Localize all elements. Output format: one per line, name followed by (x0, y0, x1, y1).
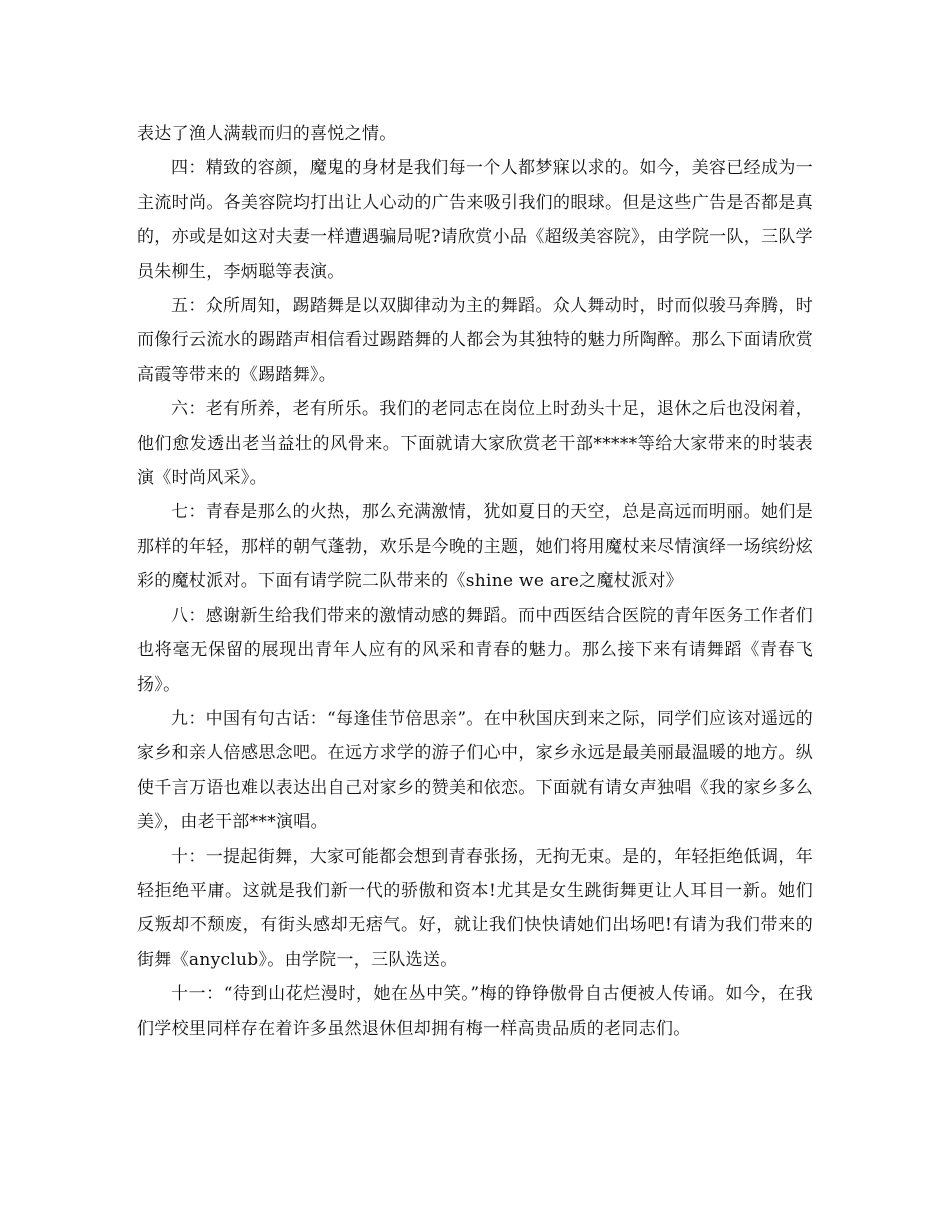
paragraph-item-10: 十：一提起街舞，大家可能都会想到青春张扬，无拘无束。是的，年轻拒绝低调，年轻拒绝平庸。这就是我们新一代的骄傲和资本!尤其是女生跳街舞更让人耳目一新。她们反叛却不颓废，有街头感却无痞气。好，就让我们快快请她们出场吧!有请为我们带来的街舞《anyclub》。由学院一，三队选送。 (137, 846, 813, 970)
paragraph-item-11: 十一：“待到山花烂漫时，她在丛中笑。”梅的铮铮傲骨自古便被人传诵。如今，在我们学校里同样存在着许多虽然退休但却拥有梅一样高贵品质的老同志们。 (137, 984, 813, 1039)
paragraph-continuation: 表达了渔人满载而归的喜悦之情。 (137, 124, 397, 144)
paragraph-item-8: 八：感谢新生给我们带来的激情动感的舞蹈。而中西医结合医院的青年医务工作者们也将毫无保留的展现出青年人应有的风采和青春的魅力。那么接下来有请舞蹈《青春飞扬》。 (137, 605, 813, 695)
paragraph-item-5: 五：众所周知，踢踏舞是以双脚律动为主的舞蹈。众人舞动时，时而似骏马奔腾，时而像行云流水的踢踏声相信看过踢踏舞的人都会为其独特的魅力所陶醉。那么下面请欣赏高霞等带来的《踢踏舞》。 (137, 296, 813, 385)
paragraph-item-7: 七：青春是那么的火热，那么充满激情，犹如夏日的天空，总是高远而明丽。她们是那样的年轻，那样的朝气蓬勃，欢乐是今晚的主题，她们将用魔杖来尽情演绎一场缤纷炫彩的魔杖派对。下面有请学院二队带来的《shine we are之魔杖派对》 (137, 502, 813, 592)
document-body (137, 117, 813, 1046)
paragraph-item-6: 六：老有所养，老有所乐。我们的老同志在岗位上时劲头十足，退休之后也没闲着，他们愈发透出老当益壮的风骨来。下面就请大家欣赏老干部*****等给大家带来的时装表演《时尚风采》。 (137, 399, 813, 489)
paragraph-item-4: 四：精致的容颜，魔鬼的身材是我们每一个人都梦寐以求的。如今，美容已经成为一主流时尚。各美容院均打出让人心动的广告来吸引我们的眼球。但是这些广告是否都是真的，亦或是如这对夫妻一样遭遇骗局呢?请欣赏小品《超级美容院》，由学院一队，三队学员朱柳生，李炳聪等表演。 (137, 158, 813, 282)
paragraph-item-9: 九：中国有句古话：“每逢佳节倍思亲”。在中秋国庆到来之际，同学们应该对遥远的家乡和亲人倍感思念吧。在远方求学的游子们心中，家乡永远是最美丽最温暖的地方。纵使千言万语也难以表达出自己对家乡的赞美和依恋。下面就有请女声独唱《我的家乡多么美》，由老干部***演唱。 (137, 708, 813, 833)
